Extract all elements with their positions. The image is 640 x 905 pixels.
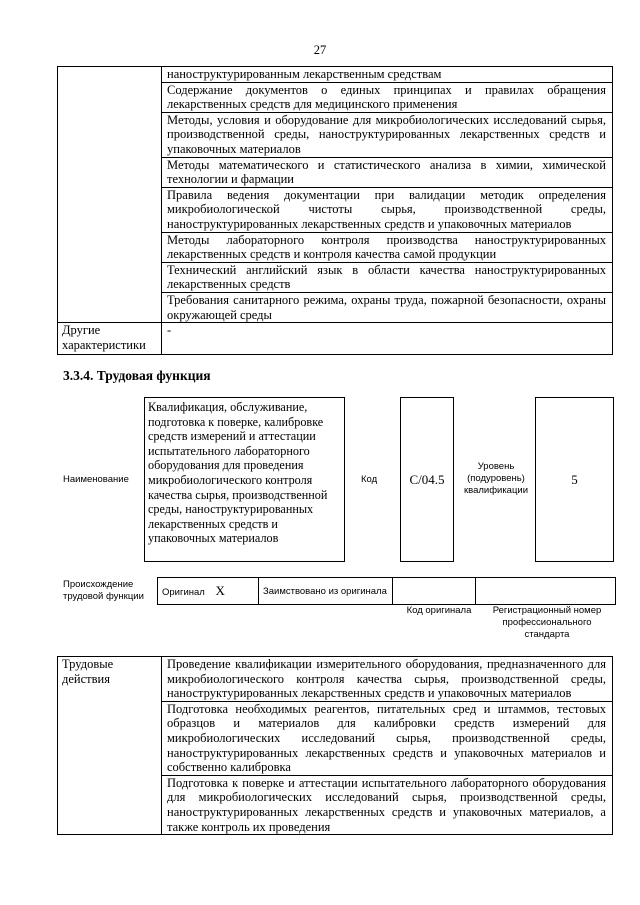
original-code-caption: Код оригинала <box>406 605 472 616</box>
knowledge-label-cell <box>58 67 162 323</box>
knowledge-row: Содержание документов о единых принципах и правилах обращения лекарственных средств для медицинского применения <box>162 82 613 112</box>
level-label: Уровень (подуровень) квалификации <box>463 461 529 496</box>
labor-actions-label: Трудовые действия <box>58 657 162 835</box>
knowledge-row: Требования санитарного режима, охраны труда, пожарной безопасности, охраны окружающей среды <box>162 292 613 322</box>
labor-action-row: Подготовка к поверке и аттестации испытательного лабораторного оборудования для микробиологических исследований сырья, производственной среды, наноструктурированных лекарственных средств и упаковочных материалов, а также контроль их проведения <box>162 775 613 834</box>
knowledge-row: наноструктурированным лекарственным средствам <box>162 67 613 83</box>
borrowed-cell: Заимствовано из оригинала <box>259 578 393 605</box>
function-code-box <box>400 397 454 562</box>
knowledge-row: Правила ведения документации при валидации методик определения микробиологической чистоты сырья, производственной среды, наноструктурированных лекарственных средств и упаковочных материалов <box>162 187 613 232</box>
labor-action-row: Подготовка необходимых реагентов, питательных сред и штаммов, тестовых образцов и материалов для калибровки средств измерений для микробиологических исследований сырья, производственной среды, наноструктурированных лекарственных средств и упаковочных материалов и собственно калибровка <box>162 701 613 775</box>
origin-table <box>157 577 616 605</box>
reg-number-cell <box>476 578 616 605</box>
other-characteristics-label: Другие характеристики <box>58 323 162 355</box>
function-code-value: C/04.5 <box>409 471 445 487</box>
original-label: Оригинал <box>162 586 205 598</box>
knowledge-row: Технический английский язык в области качества наноструктурированных лекарственных средств <box>162 262 613 292</box>
original-mark: X <box>215 582 225 598</box>
reg-number-caption: Регистрационный номер профессионального стандарта <box>492 605 602 640</box>
knowledge-table <box>57 66 613 355</box>
other-characteristics-value: - <box>162 323 613 355</box>
knowledge-row: Методы лабораторного контроля производства наноструктурированных лекарственных средств и контроля качества самой продукции <box>162 232 613 262</box>
origin-label: Происхождение трудовой функции <box>63 579 144 602</box>
labor-action-row: Проведение квалификации измерительного оборудования, предназначенного для микробиологического контроля качества сырья, производственной среды, наноструктурированных лекарственных средств и упаковочных материалов <box>162 657 613 702</box>
code-label: Код <box>361 474 378 485</box>
original-code-cell <box>393 578 476 605</box>
labor-actions-table <box>57 656 613 835</box>
qualification-level-value: 5 <box>571 471 578 487</box>
origin-original-cell <box>158 578 259 605</box>
name-label: Наименование <box>63 474 129 485</box>
knowledge-row: Методы математического и статистического анализа в химии, химической технологии и фармации <box>162 157 613 187</box>
qualification-level-box <box>535 397 614 562</box>
function-name-box: Квалификация, обслуживание, подготовка к поверке, калибровке средств измерений и аттестации испытательного лабораторного оборудования для проведения микробиологического контроля качества сырья, производственной среды, наноструктурированных лекарственных средств и упаковочных материалов <box>144 397 345 562</box>
knowledge-row: Методы, условия и оборудование для микробиологических исследований сырья, производственной среды, наноструктурированных лекарственных средств и упаковочных материалов <box>162 112 613 157</box>
page-number: 27 <box>313 43 327 57</box>
section-heading: 3.3.4. Трудовая функция <box>63 368 211 383</box>
